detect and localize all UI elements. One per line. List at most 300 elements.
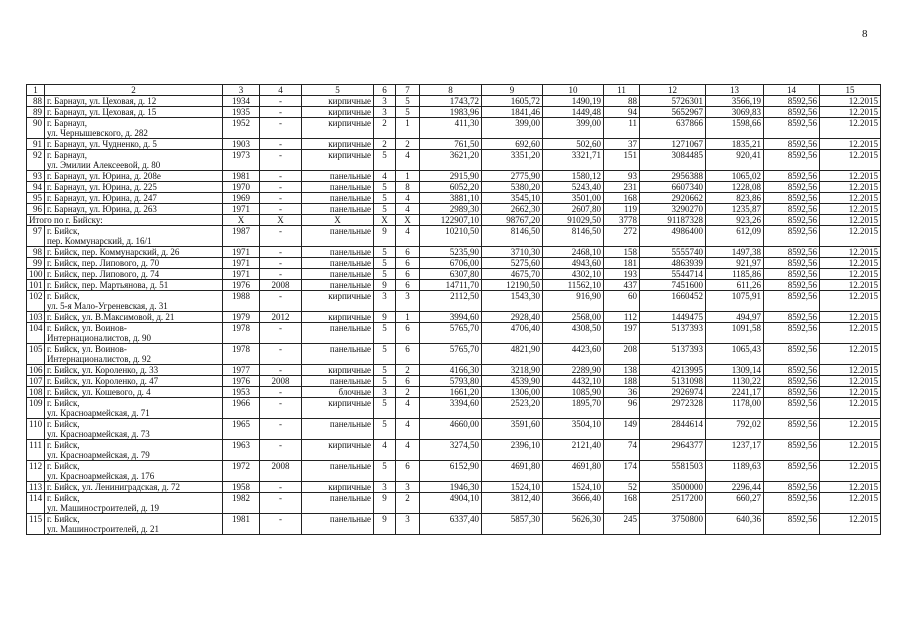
limit-cost-cell: 8592,56: [764, 376, 820, 387]
wall-material-cell: панельные: [302, 514, 374, 535]
residents-cell: 168: [604, 193, 640, 204]
wall-material-cell: панельные: [302, 323, 374, 344]
entrances-cell: 6: [396, 461, 420, 482]
living-area-cell: 1524,10: [482, 482, 543, 493]
total-total-area-cell: 122907,10: [420, 215, 482, 226]
floors-cell: 5: [374, 193, 396, 204]
limit-cost-cell: 8592,56: [764, 312, 820, 323]
total-area-cell: 3394,60: [420, 398, 482, 419]
floors-cell: 9: [374, 312, 396, 323]
column-header-14: 14: [764, 85, 820, 96]
year-built-cell: 1979: [223, 312, 260, 323]
row-number-cell: 114: [27, 493, 45, 514]
deadline-cell: 12.2015: [820, 323, 881, 344]
total-area-cell: 3994,60: [420, 312, 482, 323]
year-renovated-cell: -: [260, 226, 302, 247]
cost-per-m2-cell: 1497,38: [706, 247, 764, 258]
year-built-cell: 1988: [223, 291, 260, 312]
total-area-cell: 761,50: [420, 139, 482, 150]
row-number-cell: 115: [27, 514, 45, 535]
row-number-cell: 93: [27, 171, 45, 182]
cost-per-m2-cell: 1598,66: [706, 118, 764, 139]
cost-cell: 5652967: [640, 107, 706, 118]
column-header-10: 10: [543, 85, 604, 96]
cost-per-m2-cell: 823,86: [706, 193, 764, 204]
table-row: [27, 493, 881, 514]
deadline-cell: 12.2015: [820, 118, 881, 139]
living-area-cell: 3812,40: [482, 493, 543, 514]
living-area-cell: 692,60: [482, 139, 543, 150]
header-row: [27, 85, 881, 96]
column-header-13: 13: [706, 85, 764, 96]
barnaul-rows: [27, 96, 881, 215]
total-area-cell: 14711,70: [420, 280, 482, 291]
address-cell: г. Бийск, пер. Коммунарский, д. 26: [45, 247, 223, 258]
cost-per-m2-cell: 1065,43: [706, 344, 764, 365]
living-area-cell: 1306,00: [482, 387, 543, 398]
residents-cell: 151: [604, 150, 640, 171]
year-renovated-cell: -: [260, 247, 302, 258]
wall-material-cell: кирпичные: [302, 365, 374, 376]
limit-cost-cell: 8592,56: [764, 118, 820, 139]
table-row: [27, 387, 881, 398]
residential-area-cell: 2607,80: [543, 204, 604, 215]
residential-area-cell: 916,90: [543, 291, 604, 312]
address-cell: г. Бийск, пер. Липового, д. 74: [45, 269, 223, 280]
cost-cell: 4986400: [640, 226, 706, 247]
cost-cell: 2956388: [640, 171, 706, 182]
cost-cell: 2844614: [640, 419, 706, 440]
table-row: [27, 312, 881, 323]
total-area-cell: 411,30: [420, 118, 482, 139]
column-header-2: 2: [45, 85, 223, 96]
table-row: [27, 96, 881, 107]
housing-register-table: [26, 84, 881, 535]
cost-per-m2-cell: 1091,58: [706, 323, 764, 344]
deadline-cell: 12.2015: [820, 365, 881, 376]
year-renovated-cell: 2008: [260, 376, 302, 387]
residential-area-cell: 1895,70: [543, 398, 604, 419]
entrances-cell: 8: [396, 182, 420, 193]
limit-cost-cell: 8592,56: [764, 461, 820, 482]
residents-cell: 245: [604, 514, 640, 535]
total-label: Итого по г. Бийску:: [27, 215, 223, 226]
floors-cell: 2: [374, 118, 396, 139]
limit-cost-cell: 8592,56: [764, 387, 820, 398]
total-area-cell: 3621,20: [420, 150, 482, 171]
column-header-11: 11: [604, 85, 640, 96]
residents-cell: 188: [604, 376, 640, 387]
year-built-cell: 1971: [223, 258, 260, 269]
cost-cell: 2517200: [640, 493, 706, 514]
living-area-cell: 3218,90: [482, 365, 543, 376]
entrances-cell: 4: [396, 150, 420, 171]
total-residential-area-cell: 91029,50: [543, 215, 604, 226]
deadline-cell: 12.2015: [820, 493, 881, 514]
total-area-cell: 1743,72: [420, 96, 482, 107]
living-area-cell: 4691,80: [482, 461, 543, 482]
row-number-cell: 107: [27, 376, 45, 387]
total-area-cell: 1661,20: [420, 387, 482, 398]
year-built-cell: 1965: [223, 419, 260, 440]
cost-per-m2-cell: 1228,08: [706, 182, 764, 193]
year-renovated-cell: -: [260, 398, 302, 419]
year-built-cell: 1976: [223, 376, 260, 387]
residents-cell: 138: [604, 365, 640, 376]
address-cell: г. Барнаул, ул. Юрина, д. 208е: [45, 171, 223, 182]
table-row: [27, 376, 881, 387]
year-built-cell: 1971: [223, 204, 260, 215]
entrances-cell: 4: [396, 193, 420, 204]
table-row: [27, 171, 881, 182]
living-area-cell: 5275,60: [482, 258, 543, 269]
residents-cell: 37: [604, 139, 640, 150]
year-built-cell: 1987: [223, 226, 260, 247]
limit-cost-cell: 8592,56: [764, 323, 820, 344]
residents-cell: 112: [604, 312, 640, 323]
cost-per-m2-cell: 792,02: [706, 419, 764, 440]
cost-per-m2-cell: 1189,63: [706, 461, 764, 482]
table-row: [27, 258, 881, 269]
cost-cell: 1271067: [640, 139, 706, 150]
living-area-cell: 1605,72: [482, 96, 543, 107]
year-built-cell: 1982: [223, 493, 260, 514]
deadline-cell: 12.2015: [820, 269, 881, 280]
table-row: [27, 150, 881, 171]
table-row: [27, 204, 881, 215]
residential-area-cell: 1449,48: [543, 107, 604, 118]
floors-cell: 2: [374, 139, 396, 150]
deadline-cell: 12.2015: [820, 107, 881, 118]
table-row: [27, 514, 881, 535]
row-number-cell: 98: [27, 247, 45, 258]
total-residents-cell: 3778: [604, 215, 640, 226]
total-area-cell: 3881,10: [420, 193, 482, 204]
page-number: 8: [862, 28, 868, 40]
residents-cell: 437: [604, 280, 640, 291]
cost-per-m2-cell: 611,26: [706, 280, 764, 291]
address-cell: г. Бийск, ул. Короленко, д. 33: [45, 365, 223, 376]
year-built-cell: 1976: [223, 280, 260, 291]
limit-cost-cell: 8592,56: [764, 514, 820, 535]
deadline-cell: 12.2015: [820, 482, 881, 493]
total-deadline-cell: 12.2015: [820, 215, 881, 226]
floors-cell: 5: [374, 269, 396, 280]
cost-per-m2-cell: 1835,21: [706, 139, 764, 150]
floors-cell: 9: [374, 493, 396, 514]
year-built-cell: 1973: [223, 150, 260, 171]
total-area-cell: 10210,50: [420, 226, 482, 247]
living-area-cell: 2775,90: [482, 171, 543, 182]
cost-per-m2-cell: 1075,91: [706, 291, 764, 312]
floors-cell: 9: [374, 280, 396, 291]
year-built-cell: 1978: [223, 344, 260, 365]
floors-cell: 5: [374, 461, 396, 482]
deadline-cell: 12.2015: [820, 344, 881, 365]
address-cell: г. Бийск, ул. Красноармейская, д. 71: [45, 398, 223, 419]
entrances-cell: 6: [396, 280, 420, 291]
year-renovated-cell: -: [260, 269, 302, 280]
deadline-cell: 12.2015: [820, 312, 881, 323]
limit-cost-cell: 8592,56: [764, 171, 820, 182]
cost-per-m2-cell: 660,27: [706, 493, 764, 514]
entrances-cell: 6: [396, 247, 420, 258]
address-cell: г. Бийск, ул. Кошевого, д. 4: [45, 387, 223, 398]
cost-per-m2-cell: 1130,22: [706, 376, 764, 387]
row-number-cell: 106: [27, 365, 45, 376]
wall-material-cell: кирпичные: [302, 107, 374, 118]
year-built-cell: 1977: [223, 365, 260, 376]
year-renovated-cell: -: [260, 291, 302, 312]
cost-cell: 2920662: [640, 193, 706, 204]
year-built-cell: 1963: [223, 440, 260, 461]
cost-per-m2-cell: 920,41: [706, 150, 764, 171]
table-row: [27, 461, 881, 482]
cost-per-m2-cell: 1237,17: [706, 440, 764, 461]
entrances-cell: 2: [396, 493, 420, 514]
wall-material-cell: кирпичные: [302, 150, 374, 171]
floors-cell: 3: [374, 387, 396, 398]
residents-cell: 181: [604, 258, 640, 269]
row-number-cell: 102: [27, 291, 45, 312]
residential-area-cell: 2568,00: [543, 312, 604, 323]
year-renovated-cell: -: [260, 493, 302, 514]
wall-material-cell: панельные: [302, 258, 374, 269]
deadline-cell: 12.2015: [820, 171, 881, 182]
living-area-cell: 3591,60: [482, 419, 543, 440]
residents-cell: 74: [604, 440, 640, 461]
limit-cost-cell: 8592,56: [764, 493, 820, 514]
cost-cell: 6607340: [640, 182, 706, 193]
cost-per-m2-cell: 640,36: [706, 514, 764, 535]
residential-area-cell: 5243,40: [543, 182, 604, 193]
living-area-cell: 3545,10: [482, 193, 543, 204]
residents-cell: 96: [604, 398, 640, 419]
residential-area-cell: 3666,40: [543, 493, 604, 514]
floors-cell: 3: [374, 107, 396, 118]
wall-material-cell: панельные: [302, 461, 374, 482]
cost-per-m2-cell: 921,97: [706, 258, 764, 269]
cost-cell: 3500000: [640, 482, 706, 493]
column-header-4: 4: [260, 85, 302, 96]
limit-cost-cell: 8592,56: [764, 440, 820, 461]
entrances-cell: 1: [396, 118, 420, 139]
total-year-renovated-cell: X: [260, 215, 302, 226]
total-area-cell: 1983,96: [420, 107, 482, 118]
floors-cell: 5: [374, 376, 396, 387]
address-cell: г. Барнаул, ул. Цеховая, д. 15: [45, 107, 223, 118]
cost-cell: 1449475: [640, 312, 706, 323]
address-cell: г. Барнаул, ул. Чернышевского, д. 282: [45, 118, 223, 139]
residents-cell: 52: [604, 482, 640, 493]
total-year-built-cell: X: [223, 215, 260, 226]
table-row: [27, 398, 881, 419]
year-renovated-cell: -: [260, 344, 302, 365]
table-row: [27, 226, 881, 247]
address-cell: г. Бийск, ул. Машиностроителей, д. 19: [45, 493, 223, 514]
residents-cell: 36: [604, 387, 640, 398]
wall-material-cell: панельные: [302, 269, 374, 280]
table-row: [27, 247, 881, 258]
year-renovated-cell: -: [260, 258, 302, 269]
limit-cost-cell: 8592,56: [764, 398, 820, 419]
living-area-cell: 2928,40: [482, 312, 543, 323]
address-cell: г. Бийск, ул. Короленко, д. 47: [45, 376, 223, 387]
living-area-cell: 4706,40: [482, 323, 543, 344]
residential-area-cell: 1490,19: [543, 96, 604, 107]
year-built-cell: 1981: [223, 514, 260, 535]
residents-cell: 93: [604, 171, 640, 182]
deadline-cell: 12.2015: [820, 387, 881, 398]
year-renovated-cell: -: [260, 150, 302, 171]
address-cell: г. Барнаул, ул. Юрина, д. 247: [45, 193, 223, 204]
entrances-cell: 1: [396, 171, 420, 182]
table-row: [27, 280, 881, 291]
row-number-cell: 103: [27, 312, 45, 323]
address-cell: г. Бийск, ул. Машиностроителей, д. 21: [45, 514, 223, 535]
floors-cell: 5: [374, 150, 396, 171]
row-number-cell: 109: [27, 398, 45, 419]
entrances-cell: 6: [396, 344, 420, 365]
table-row: [27, 107, 881, 118]
total-area-cell: 6052,20: [420, 182, 482, 193]
living-area-cell: 4675,70: [482, 269, 543, 280]
wall-material-cell: кирпичные: [302, 482, 374, 493]
table-row: [27, 365, 881, 376]
wall-material-cell: панельные: [302, 182, 374, 193]
cost-per-m2-cell: 612,09: [706, 226, 764, 247]
floors-cell: 4: [374, 171, 396, 182]
total-row: [27, 215, 881, 226]
entrances-cell: 4: [396, 226, 420, 247]
address-cell: г. Бийск, пер. Липового, д. 70: [45, 258, 223, 269]
row-number-cell: 89: [27, 107, 45, 118]
total-area-cell: 4166,30: [420, 365, 482, 376]
year-renovated-cell: -: [260, 419, 302, 440]
residential-area-cell: 1580,12: [543, 171, 604, 182]
limit-cost-cell: 8592,56: [764, 419, 820, 440]
address-cell: г. Бийск, ул. Воинов- Интернационалистов, д. 90: [45, 323, 223, 344]
table-row: [27, 193, 881, 204]
residential-area-cell: 3504,10: [543, 419, 604, 440]
total-area-cell: 2915,90: [420, 171, 482, 182]
limit-cost-cell: 8592,56: [764, 482, 820, 493]
wall-material-cell: панельные: [302, 204, 374, 215]
cost-per-m2-cell: 494,97: [706, 312, 764, 323]
column-header-1: 1: [27, 85, 45, 96]
limit-cost-cell: 8592,56: [764, 150, 820, 171]
entrances-cell: 1: [396, 312, 420, 323]
deadline-cell: 12.2015: [820, 291, 881, 312]
wall-material-cell: панельные: [302, 247, 374, 258]
year-renovated-cell: -: [260, 171, 302, 182]
year-built-cell: 1952: [223, 118, 260, 139]
year-built-cell: 1972: [223, 461, 260, 482]
total-area-cell: 1946,30: [420, 482, 482, 493]
limit-cost-cell: 8592,56: [764, 96, 820, 107]
residents-cell: 149: [604, 419, 640, 440]
wall-material-cell: панельные: [302, 493, 374, 514]
cost-cell: 5137393: [640, 344, 706, 365]
column-number-header: [27, 85, 881, 96]
floors-cell: 3: [374, 482, 396, 493]
year-renovated-cell: -: [260, 139, 302, 150]
address-cell: г. Барнаул, ул. Цеховая, д. 12: [45, 96, 223, 107]
wall-material-cell: панельные: [302, 376, 374, 387]
limit-cost-cell: 8592,56: [764, 107, 820, 118]
entrances-cell: 4: [396, 419, 420, 440]
year-built-cell: 1934: [223, 96, 260, 107]
total-area-cell: 4660,00: [420, 419, 482, 440]
limit-cost-cell: 8592,56: [764, 269, 820, 280]
cost-per-m2-cell: 1235,87: [706, 204, 764, 215]
address-cell: г. Барнаул, ул. Юрина, д. 225: [45, 182, 223, 193]
year-built-cell: 1971: [223, 247, 260, 258]
year-renovated-cell: -: [260, 204, 302, 215]
floors-cell: 4: [374, 440, 396, 461]
entrances-cell: 5: [396, 107, 420, 118]
deadline-cell: 12.2015: [820, 226, 881, 247]
column-header-9: 9: [482, 85, 543, 96]
column-header-3: 3: [223, 85, 260, 96]
cost-per-m2-cell: 2296,44: [706, 482, 764, 493]
total-area-cell: 6152,90: [420, 461, 482, 482]
living-area-cell: 2662,30: [482, 204, 543, 215]
year-renovated-cell: 2008: [260, 461, 302, 482]
floors-cell: 5: [374, 258, 396, 269]
limit-cost-cell: 8592,56: [764, 291, 820, 312]
row-number-cell: 91: [27, 139, 45, 150]
limit-cost-cell: 8592,56: [764, 204, 820, 215]
floors-cell: 9: [374, 226, 396, 247]
deadline-cell: 12.2015: [820, 204, 881, 215]
limit-cost-cell: 8592,56: [764, 139, 820, 150]
living-area-cell: 2396,10: [482, 440, 543, 461]
floors-cell: 5: [374, 204, 396, 215]
wall-material-cell: панельные: [302, 280, 374, 291]
year-renovated-cell: -: [260, 107, 302, 118]
residents-cell: 119: [604, 204, 640, 215]
deadline-cell: 12.2015: [820, 258, 881, 269]
residents-cell: 11: [604, 118, 640, 139]
year-built-cell: 1970: [223, 182, 260, 193]
column-header-5: 5: [302, 85, 374, 96]
total-area-cell: 2112,50: [420, 291, 482, 312]
table-row: [27, 291, 881, 312]
residents-cell: 231: [604, 182, 640, 193]
row-number-cell: 108: [27, 387, 45, 398]
residential-area-cell: 4308,50: [543, 323, 604, 344]
floors-cell: 5: [374, 419, 396, 440]
year-renovated-cell: -: [260, 118, 302, 139]
address-cell: г. Бийск, ул. Лениниградская, д. 72: [45, 482, 223, 493]
total-area-cell: 6307,80: [420, 269, 482, 280]
residents-cell: 193: [604, 269, 640, 280]
cost-cell: 5555740: [640, 247, 706, 258]
wall-material-cell: панельные: [302, 193, 374, 204]
total-cost-per-m2-cell: 923,26: [706, 215, 764, 226]
address-cell: г. Барнаул, ул. Эмилии Алексеевой, д. 80: [45, 150, 223, 171]
table-row: [27, 440, 881, 461]
year-built-cell: 1969: [223, 193, 260, 204]
year-built-cell: 1935: [223, 107, 260, 118]
wall-material-cell: блочные: [302, 387, 374, 398]
wall-material-cell: панельные: [302, 419, 374, 440]
cost-per-m2-cell: 2241,17: [706, 387, 764, 398]
row-number-cell: 113: [27, 482, 45, 493]
wall-material-cell: панельные: [302, 344, 374, 365]
total-floors-cell: X: [374, 215, 396, 226]
